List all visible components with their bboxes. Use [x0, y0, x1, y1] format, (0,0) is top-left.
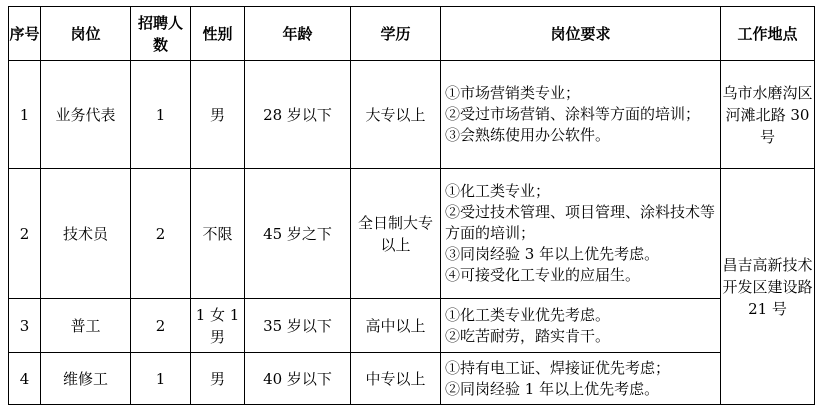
- cell-education: 全日制大专以上: [351, 169, 441, 299]
- header-gender: 性别: [191, 7, 245, 61]
- header-position: 岗位: [41, 7, 131, 61]
- table-row: [9, 169, 815, 299]
- requirement-item: ③同岗经验 3 年以上优先考虑。: [445, 245, 660, 263]
- table-row: [9, 299, 815, 353]
- requirement-item: ③会熟练使用办公软件。: [445, 126, 611, 144]
- header-requirements: 岗位要求: [441, 7, 721, 61]
- cell-age: 28 岁以下: [245, 61, 351, 169]
- requirement-item: ②吃苦耐劳，踏实肯干。: [445, 326, 611, 345]
- requirement-item: ②同岗经验 1 年以上优先考虑。: [445, 379, 660, 398]
- cell-education: 高中以上: [351, 299, 441, 353]
- cell-position: 普工: [41, 299, 131, 353]
- cell-requirements: [441, 299, 721, 353]
- cell-seq: 2: [9, 169, 41, 299]
- header-location: 工作地点: [721, 7, 815, 61]
- cell-count: 1: [131, 353, 191, 405]
- cell-count: 2: [131, 299, 191, 353]
- requirement-item: ①市场营销类专业；: [445, 84, 581, 102]
- header-row: [9, 7, 815, 61]
- cell-education: 大专以上: [351, 61, 441, 169]
- cell-seq: 4: [9, 353, 41, 405]
- cell-seq: 3: [9, 299, 41, 353]
- requirement-item: ①化工类专业优先考虑。: [445, 305, 611, 324]
- cell-requirements: [441, 353, 721, 405]
- header-count: 招聘人数: [131, 7, 191, 61]
- requirement-item: ②受过市场营销、涂料等方面的培训；: [445, 105, 701, 123]
- cell-gender: 1 女 1 男: [191, 299, 245, 353]
- requirement-item: ④可接受化工专业的应届生。: [445, 266, 641, 284]
- cell-count: 2: [131, 169, 191, 299]
- cell-position: 业务代表: [41, 61, 131, 169]
- cell-gender: 男: [191, 353, 245, 405]
- cell-count: 1: [131, 61, 191, 169]
- cell-education: 中专以上: [351, 353, 441, 405]
- cell-gender: 不限: [191, 169, 245, 299]
- requirement-item: ①化工类专业；: [445, 182, 551, 200]
- table-row: [9, 61, 815, 169]
- cell-age: 35 岁以下: [245, 299, 351, 353]
- cell-location: 昌吉高新技术开发区建设路 21 号: [721, 169, 815, 405]
- cell-seq: 1: [9, 61, 41, 169]
- cell-requirements: [441, 169, 721, 299]
- requirement-item: ①持有电工证、焊接证优先考虑；: [445, 358, 671, 377]
- cell-position: 技术员: [41, 169, 131, 299]
- header-seq: 序号: [9, 7, 41, 61]
- header-age: 年龄: [245, 7, 351, 61]
- cell-gender: 男: [191, 61, 245, 169]
- cell-location: 乌市水磨沟区河滩北路 30 号: [721, 61, 815, 169]
- cell-requirements: [441, 61, 721, 169]
- cell-position: 维修工: [41, 353, 131, 405]
- recruitment-table: [8, 6, 815, 405]
- cell-age: 45 岁之下: [245, 169, 351, 299]
- cell-age: 40 岁以下: [245, 353, 351, 405]
- requirement-item: ②受过技术管理、项目管理、涂料技术等方面的培训；: [445, 203, 716, 242]
- header-education: 学历: [351, 7, 441, 61]
- table-row: [9, 353, 815, 405]
